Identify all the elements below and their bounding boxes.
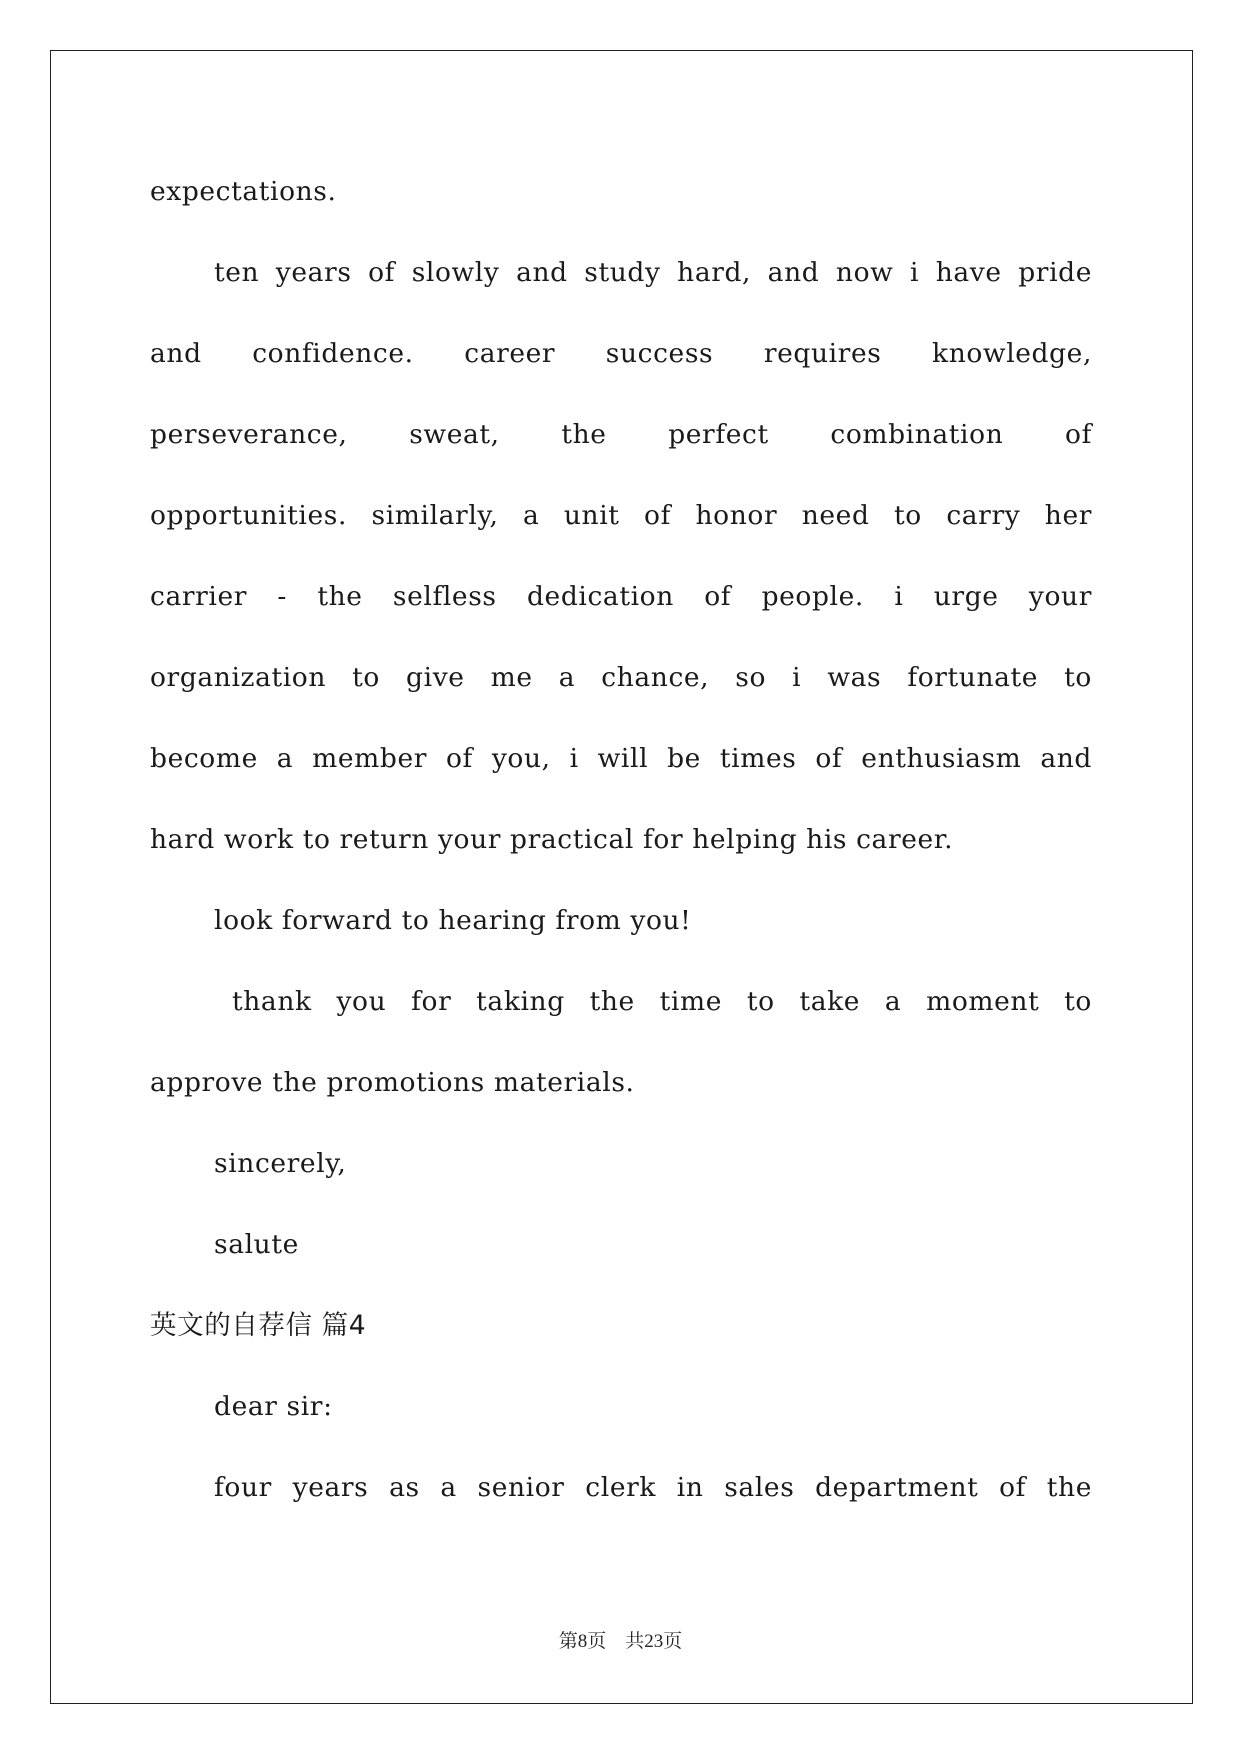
body-line: sincerely, [214,1148,347,1179]
body-line: look forward to hearing from you! [214,905,692,936]
body-line: approve the promotions materials. [150,1067,635,1098]
section-heading: 英文的自荐信 篇4 [150,1310,367,1341]
body-line: become a member of you, i will be times of enthusiasm and [150,743,1092,774]
body-line: perseverance, sweat, the perfect combination of [150,419,1092,450]
body-line: salute [214,1229,299,1260]
body-line: expectations. [150,176,337,207]
page-indicator: 第8页 共23页 [558,1631,683,1652]
page-border [50,50,1193,1704]
body-line: and confidence. career success requires knowledge, [150,338,1092,369]
body-line: carrier - the selfless dedication of people. i urge your [150,581,1092,612]
body-line: hard work to return your practical for helping his career. [150,824,954,855]
body-line: organization to give me a chance, so i was fortunate to [150,662,1092,693]
body-line: four years as a senior clerk in sales department of the [214,1472,1092,1503]
body-line: ten years of slowly and study hard, and now i have pride [214,257,1092,288]
salutation: dear sir: [214,1391,333,1422]
body-line: opportunities. similarly, a unit of honor need to carry her [150,500,1092,531]
body-line: thank you for taking the time to take a moment to [232,986,1092,1017]
